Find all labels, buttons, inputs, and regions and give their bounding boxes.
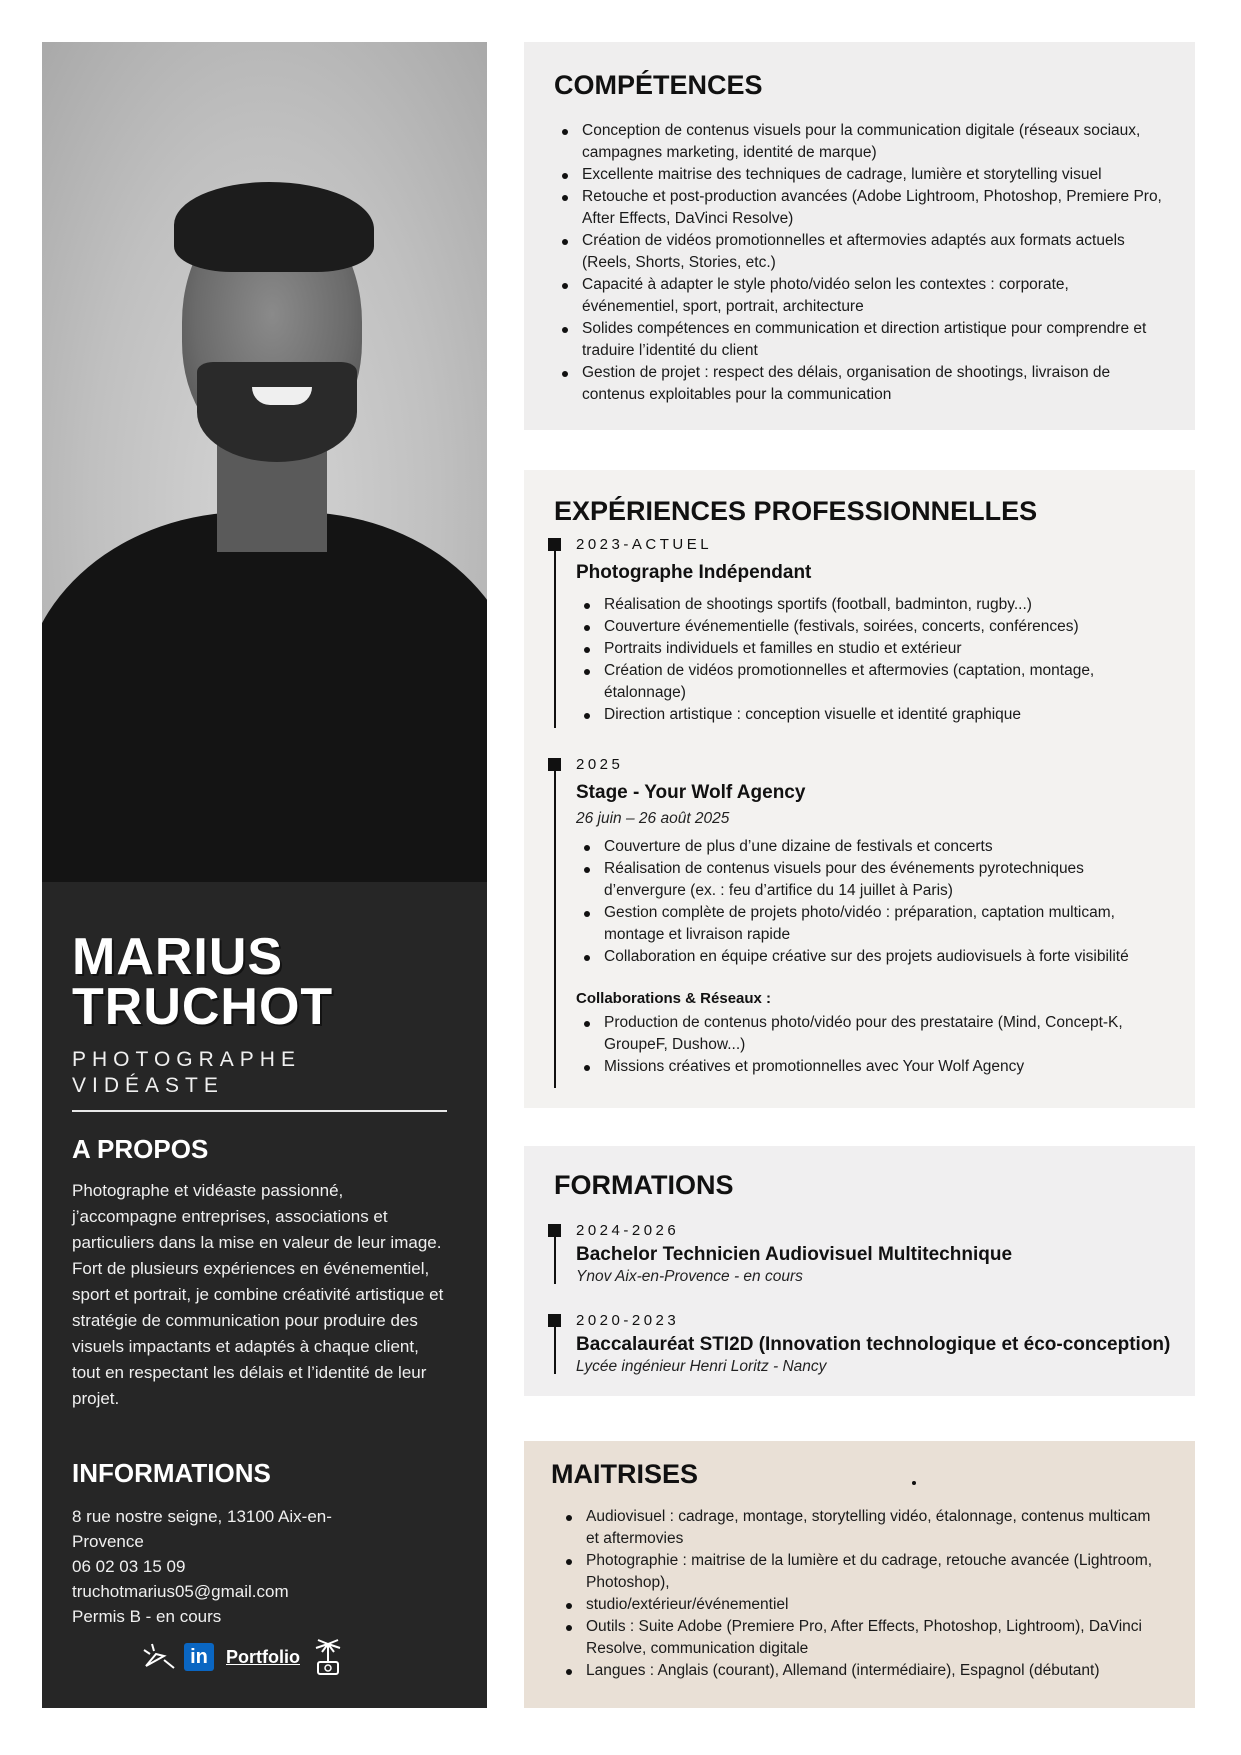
list-item: Outils : Suite Adobe (Premiere Pro, After Effects, Photoshop, Lightroom), DaVinci Resolve, communication digitale bbox=[558, 1616, 1158, 1660]
list-item: Missions créatives et promotionnelles avec Your Wolf Agency bbox=[576, 1056, 1166, 1078]
photo-beard bbox=[197, 362, 357, 462]
info-license: Permis B - en cours bbox=[72, 1607, 222, 1626]
job-title: Stage - Your Wolf Agency bbox=[576, 782, 806, 803]
list-item: Création de vidéos promotionnelles et aftermovies adaptés aux formats actuels (Reels, Shorts, Stories, etc.) bbox=[554, 230, 1164, 274]
portfolio-link[interactable]: Portfolio bbox=[226, 1646, 300, 1667]
job-period: 26 juin – 26 août 2025 bbox=[576, 810, 730, 827]
job-date: 2023-ACTUEL bbox=[576, 536, 713, 553]
timeline-marker bbox=[548, 1224, 561, 1237]
experience-section bbox=[524, 470, 1195, 1108]
about-text: Photographe et vidéaste passionné, j’accompagne entreprises, associations et particuliers dans la mise en valeur de leur image. Fort de plusieurs expériences en événementiel, sport et portrait, je combine créativité artistique et stratégie de communication pour produire des visuels impactants et adaptés à chaque client, tout en respectant les délais et l’identité de leur projet. bbox=[72, 1181, 444, 1408]
job-title: Photographe Indépendant bbox=[576, 562, 812, 583]
job-entry bbox=[554, 758, 1174, 1088]
photo-shirt bbox=[42, 512, 487, 882]
list-item: Réalisation de contenus visuels pour des événements pyrotechniques d’envergure (ex. : feu d’artifice du 14 juillet à Paris) bbox=[576, 858, 1166, 902]
person-name bbox=[72, 928, 334, 1036]
list-item: Gestion complète de projets photo/vidéo : préparation, captation multicam, montage et livraison rapide bbox=[576, 902, 1166, 946]
education-title: FORMATIONS bbox=[554, 1170, 734, 1200]
list-item: Couverture événementielle (festivals, soirées, concerts, conférences) bbox=[576, 616, 1166, 638]
education-degree: Baccalauréat STI2D (Innovation technologique et éco-conception) bbox=[576, 1334, 1171, 1355]
list-item: Excellente maitrise des techniques de cadrage, lumière et storytelling visuel bbox=[554, 164, 1164, 186]
profile-photo bbox=[42, 42, 487, 882]
social-links bbox=[142, 1640, 344, 1674]
linkedin-label: in bbox=[190, 1645, 208, 1668]
collab-title: Collaborations & Réseaux : bbox=[576, 990, 772, 1007]
role-line-1: PHOTOGRAPHE bbox=[72, 1048, 301, 1071]
list-item: Réalisation de shootings sportifs (football, badminton, rugby...) bbox=[576, 594, 1166, 616]
job-entry bbox=[554, 538, 1174, 728]
job-role bbox=[72, 1047, 301, 1099]
photo-hair bbox=[174, 182, 374, 272]
decorative-dot bbox=[912, 1481, 916, 1485]
mastery-list bbox=[558, 1506, 1158, 1682]
education-school: Lycée ingénieur Henri Loritz - Nancy bbox=[576, 1358, 827, 1375]
list-item: Gestion de projet : respect des délais, organisation de shootings, livraison de contenus exploitables pour la communication bbox=[554, 362, 1164, 406]
education-date: 2024-2026 bbox=[576, 1222, 680, 1239]
skills-section bbox=[524, 42, 1195, 430]
list-item: Direction artistique : conception visuelle et identité graphique bbox=[576, 704, 1166, 726]
list-item: Portraits individuels et familles en studio et extérieur bbox=[576, 638, 1166, 660]
timeline-marker bbox=[548, 1314, 561, 1327]
info-email[interactable]: truchotmarius05@gmail.com bbox=[72, 1582, 289, 1601]
list-item: studio/extérieur/événementiel bbox=[558, 1594, 1158, 1616]
list-item: Photographie : maitrise de la lumière et du cadrage, retouche avancée (Lightroom, Photoshop), bbox=[558, 1550, 1158, 1594]
list-item: Création de vidéos promotionnelles et aftermovies (captation, montage, étalonnage) bbox=[576, 660, 1166, 704]
education-degree: Bachelor Technicien Audiovisuel Multitechnique bbox=[576, 1244, 1013, 1265]
cursor-click-icon bbox=[142, 1642, 178, 1672]
list-item: Retouche et post-production avancées (Adobe Lightroom, Photoshop, Premiere Pro, After Effects, DaVinci Resolve) bbox=[554, 186, 1164, 230]
timeline-marker bbox=[548, 538, 561, 551]
education-entry bbox=[554, 1224, 1174, 1284]
timeline-rail bbox=[554, 760, 556, 1088]
photo-smile bbox=[252, 387, 312, 405]
job-date: 2025 bbox=[576, 756, 624, 773]
collab-list bbox=[576, 1012, 1166, 1078]
mastery-title: MAITRISES bbox=[551, 1459, 699, 1489]
skills-list bbox=[554, 120, 1164, 406]
last-name: TRUCHOT bbox=[72, 978, 334, 1036]
experience-title: EXPÉRIENCES PROFESSIONNELLES bbox=[554, 496, 1038, 526]
list-item: Capacité à adapter le style photo/vidéo selon les contextes : corporate, événementiel, sport, portrait, architecture bbox=[554, 274, 1164, 318]
education-section bbox=[524, 1146, 1195, 1396]
info-phone[interactable]: 06 02 03 15 09 bbox=[72, 1557, 186, 1576]
info-list bbox=[72, 1504, 392, 1629]
job-tasks bbox=[576, 594, 1166, 726]
skills-title: COMPÉTENCES bbox=[554, 70, 763, 100]
mastery-section bbox=[524, 1441, 1195, 1708]
education-school: Ynov Aix-en-Provence - en cours bbox=[576, 1268, 803, 1285]
role-line-2: VIDÉASTE bbox=[72, 1074, 224, 1097]
list-item: Langues : Anglais (courant), Allemand (intermédiaire), Espagnol (débutant) bbox=[558, 1660, 1158, 1682]
list-item: Collaboration en équipe créative sur des projets audiovisuels à forte visibilité bbox=[576, 946, 1166, 968]
palm-camera-icon[interactable] bbox=[312, 1638, 344, 1676]
list-item: Production de contenus photo/vidéo pour des prestataire (Mind, Concept-K, GroupeF, Dushow...) bbox=[576, 1012, 1166, 1056]
first-name: MARIUS bbox=[72, 928, 284, 986]
linkedin-icon[interactable] bbox=[184, 1643, 214, 1671]
sidebar-panel bbox=[42, 882, 487, 1708]
education-date: 2020-2023 bbox=[576, 1312, 680, 1329]
list-item: Couverture de plus d’une dizaine de festivals et concerts bbox=[576, 836, 1166, 858]
list-item: Solides compétences en communication et direction artistique pour comprendre et traduire l’identité du client bbox=[554, 318, 1164, 362]
info-title: INFORMATIONS bbox=[72, 1458, 271, 1488]
sidebar-divider bbox=[72, 1110, 447, 1112]
list-item: Audiovisuel : cadrage, montage, storytelling vidéo, étalonnage, contenus multicam et aftermovies bbox=[558, 1506, 1158, 1550]
education-entry bbox=[554, 1314, 1174, 1374]
about-title: A PROPOS bbox=[72, 1134, 209, 1164]
job-tasks bbox=[576, 836, 1166, 968]
list-item: Conception de contenus visuels pour la communication digitale (réseaux sociaux, campagnes marketing, identité de marque) bbox=[554, 120, 1164, 164]
timeline-rail bbox=[554, 540, 556, 728]
info-address: 8 rue nostre seigne, 13100 Aix-en-Provence bbox=[72, 1507, 332, 1551]
timeline-marker bbox=[548, 758, 561, 771]
